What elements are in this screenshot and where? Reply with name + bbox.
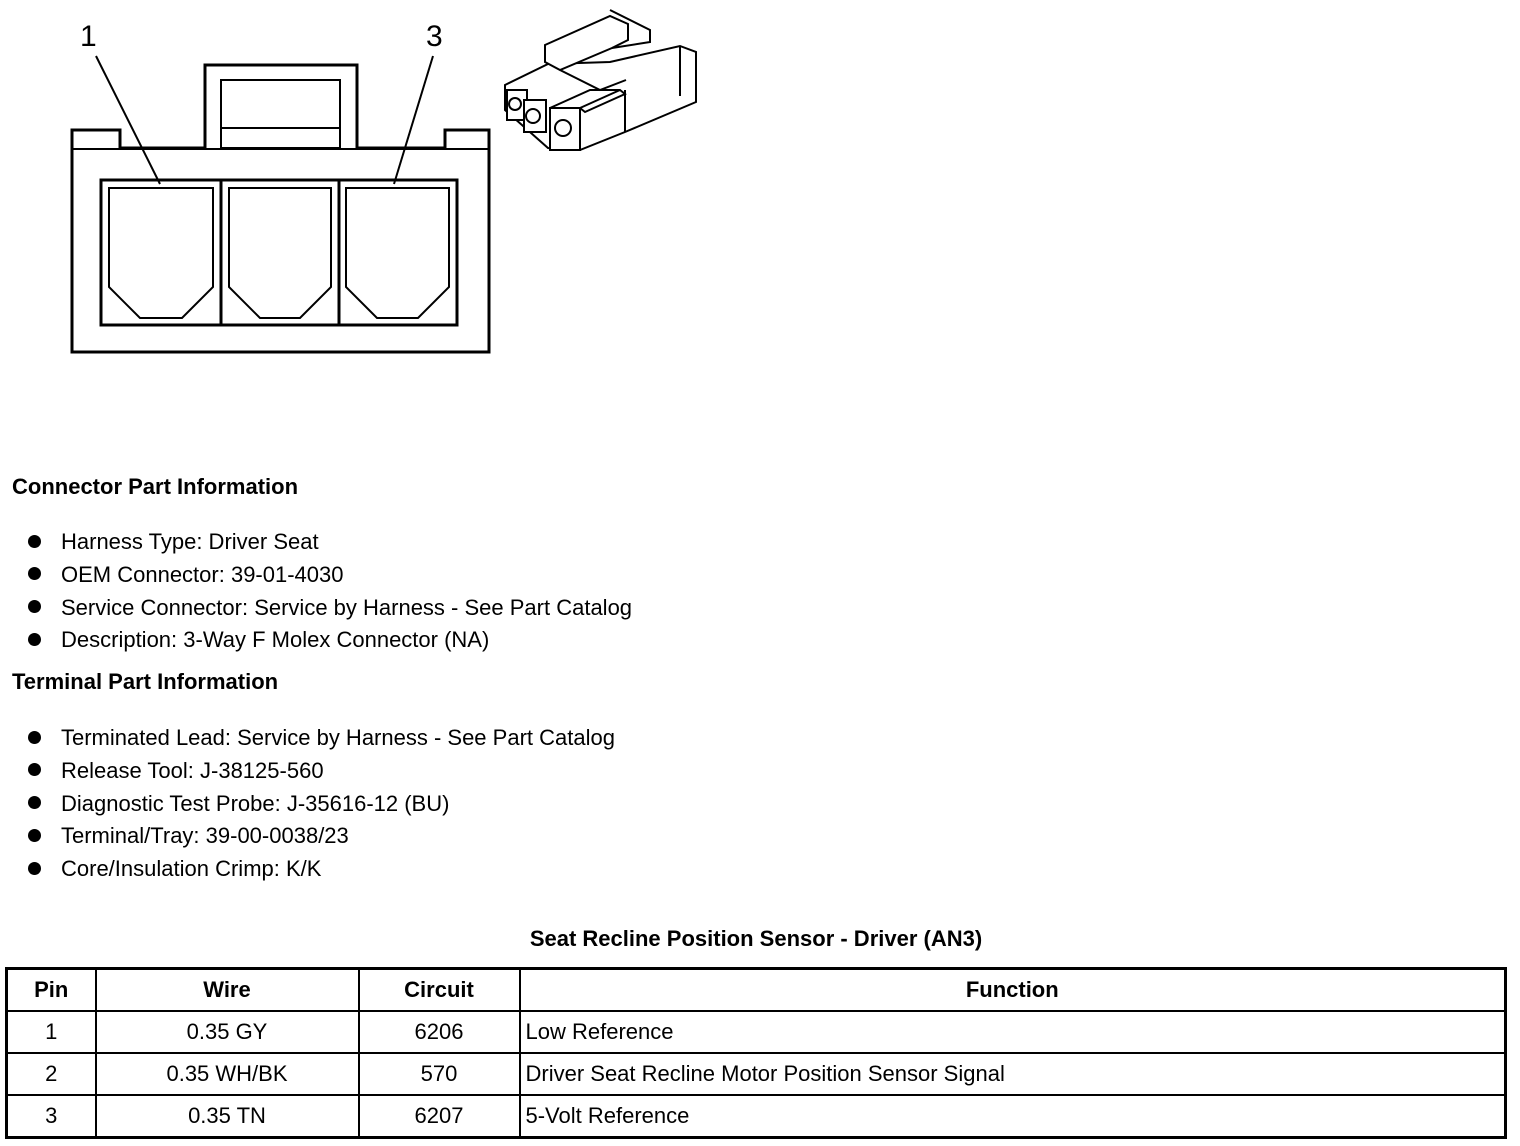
connector-isometric-drawing: [505, 10, 696, 150]
connector-info-heading: Connector Part Information: [12, 474, 299, 499]
header-function: Function: [520, 969, 1506, 1012]
pin-1-leader: [96, 56, 160, 184]
list-item: [28, 788, 615, 821]
pinout-table: [5, 967, 1507, 1139]
cell-wire: 0.35 TN: [96, 1095, 359, 1138]
connector-info-list: [28, 526, 632, 657]
bullet-icon: [28, 796, 41, 809]
table-row: [7, 1095, 1506, 1138]
bullet-icon: [28, 829, 41, 842]
bullet-icon: [28, 731, 41, 744]
cell-function: 5-Volt Reference: [520, 1095, 1506, 1138]
list-item-text: Harness Type: Driver Seat: [61, 529, 319, 554]
table-header-row: [7, 969, 1506, 1012]
header-wire: Wire: [96, 969, 359, 1012]
list-item-text: Core/Insulation Crimp: K/K: [61, 856, 322, 882]
table-title: Seat Recline Position Sensor - Driver (AN3): [529, 926, 983, 951]
bullet-icon: [28, 535, 41, 548]
list-item-text: Diagnostic Test Probe: J-35616-12 (BU): [61, 790, 450, 816]
cell-pin: 1: [7, 1011, 96, 1053]
bullet-icon: [28, 567, 41, 580]
cavity-3: [346, 188, 449, 318]
cell-pin: 3: [7, 1095, 96, 1138]
list-item: [28, 526, 632, 559]
list-item: [28, 722, 615, 755]
cell-function: Low Reference: [520, 1011, 1506, 1053]
list-item: [28, 853, 615, 886]
list-item: [28, 559, 632, 592]
list-item-text: Terminal/Tray: 39-00-0038/23: [61, 823, 349, 849]
list-item-text: Description: 3-Way F Molex Connector (NA): [61, 627, 490, 653]
cell-pin: 2: [7, 1053, 96, 1095]
cell-circuit: 570: [359, 1053, 520, 1095]
bullet-icon: [28, 763, 41, 776]
cavity-2: [229, 188, 331, 318]
pin-3-leader: [394, 56, 433, 184]
connector-diagram: [0, 0, 760, 380]
list-item: [28, 624, 632, 657]
cell-function: Driver Seat Recline Motor Position Sensor Signal: [520, 1053, 1506, 1095]
cell-wire: 0.35 WH/BK: [96, 1053, 359, 1095]
list-item-text: OEM Connector: 39-01-4030: [61, 561, 344, 587]
header-circuit: Circuit: [359, 969, 520, 1012]
list-item-text: Service Connector: Service by Harness - See Part Catalog: [61, 594, 633, 620]
table-row: [7, 1011, 1506, 1053]
list-item: [28, 755, 615, 788]
header-pin: Pin: [7, 969, 96, 1012]
pin-1-label: 1: [80, 20, 97, 53]
pin-3-label: 3: [426, 20, 443, 53]
list-item-text: Release Tool: J-38125-560: [61, 757, 324, 783]
bullet-icon: [28, 600, 41, 613]
table-row: [7, 1053, 1506, 1095]
bullet-icon: [28, 862, 41, 875]
list-item: [28, 592, 632, 625]
bullet-icon: [28, 633, 41, 646]
cell-circuit: 6206: [359, 1011, 520, 1053]
terminal-info-heading: Terminal Part Information: [12, 669, 279, 694]
list-item: [28, 820, 615, 853]
terminal-info-list: [28, 722, 615, 886]
cell-wire: 0.35 GY: [96, 1011, 359, 1053]
cavity-1: [109, 188, 213, 318]
list-item-text: Terminated Lead: Service by Harness - See Part Catalog: [61, 725, 615, 750]
cell-circuit: 6207: [359, 1095, 520, 1138]
